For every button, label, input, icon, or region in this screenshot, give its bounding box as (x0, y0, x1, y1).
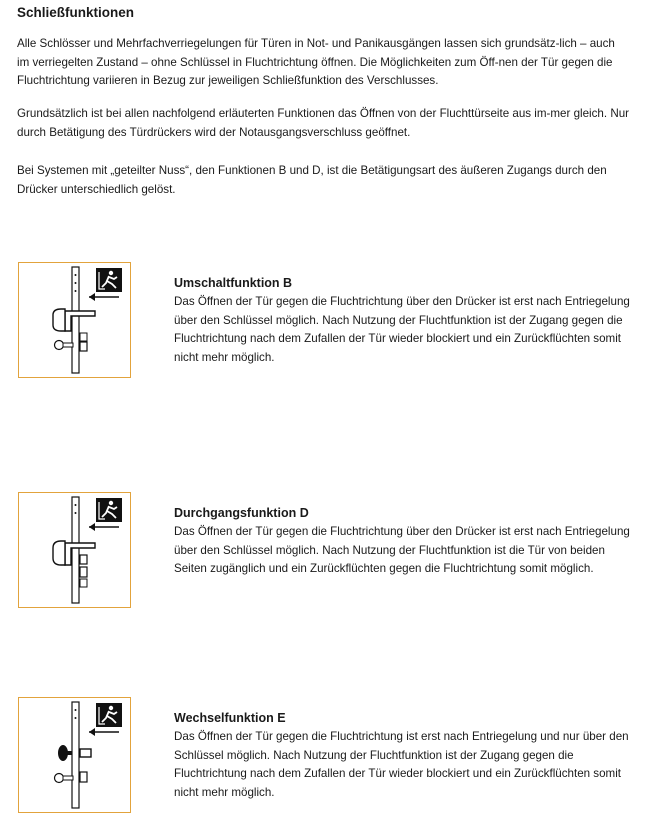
lock-d-diagram-icon (18, 492, 131, 608)
function-d-title: Durchgangsfunktion D (174, 506, 309, 520)
function-e-title: Wechselfunktion E (174, 711, 286, 725)
intro-paragraph-1: Alle Schlösser und Mehrfachverriegelungen für Türen in Not- und Panikausgängen lassen sich grundsätz-lich – auch im verriegelten Zustand – ohne Schlüssel in Fluchtrichtung öffnen. Die Möglichkeiten zum Öff-nen der Tür gegen die Fluchtrichtung variieren in Bezug zur jeweiligen Schließfunktion des Verschlusses. (17, 37, 615, 87)
function-d-text: Das Öffnen der Tür gegen die Fluchtrichtung über den Drücker ist erst nach Entriegelung über den Schlüssel möglich. Nach Nutzung der Fluchtfunktion ist die Tür von beiden Seiten zugänglich und ein Zurückflüchten gegen die Fluchtrichtung somit möglich. (174, 525, 630, 575)
function-e-text: Das Öffnen der Tür gegen die Fluchtrichtung ist erst nach Entriegelung und nur über den Schlüssel möglich. Nach Nutzung der Fluchtfunktion ist der Zugang gegen die Fluchtrichtung nach dem Zufallen der Tür wieder blockiert und ein Zurückflüchten somit nicht mehr möglich. (174, 730, 629, 799)
lock-b-diagram-icon (18, 262, 131, 378)
intro-paragraph-3: Bei Systemen mit „geteilter Nuss“, den Funktionen B und D, ist die Betätigungsart des äußeren Zugangs durch den Drücker unterschiedlich gelöst. (17, 164, 607, 196)
intro-paragraph-2: Grundsätzlich ist bei allen nachfolgend erläuterten Funktionen das Öffnen von der Fluchttürseite aus im-mer gleich. Nur durch Betätigung des Türdrückers wird der Notausgangsverschluss geöffnet. (17, 107, 630, 139)
function-b-title: Umschaltfunktion B (174, 276, 293, 290)
lock-e-diagram-icon (18, 697, 131, 813)
function-b-text: Das Öffnen der Tür gegen die Fluchtrichtung über den Drücker ist erst nach Entriegelung über den Schlüssel möglich. Nach Nutzung der Fluchtfunktion ist der Zugang gegen die Fluchtrichtung nach dem Zufallen der Tür wieder blockiert und ein Zurückflüchten somit nicht mehr möglich. (174, 295, 630, 364)
page-title: Schließfunktionen (17, 5, 135, 20)
